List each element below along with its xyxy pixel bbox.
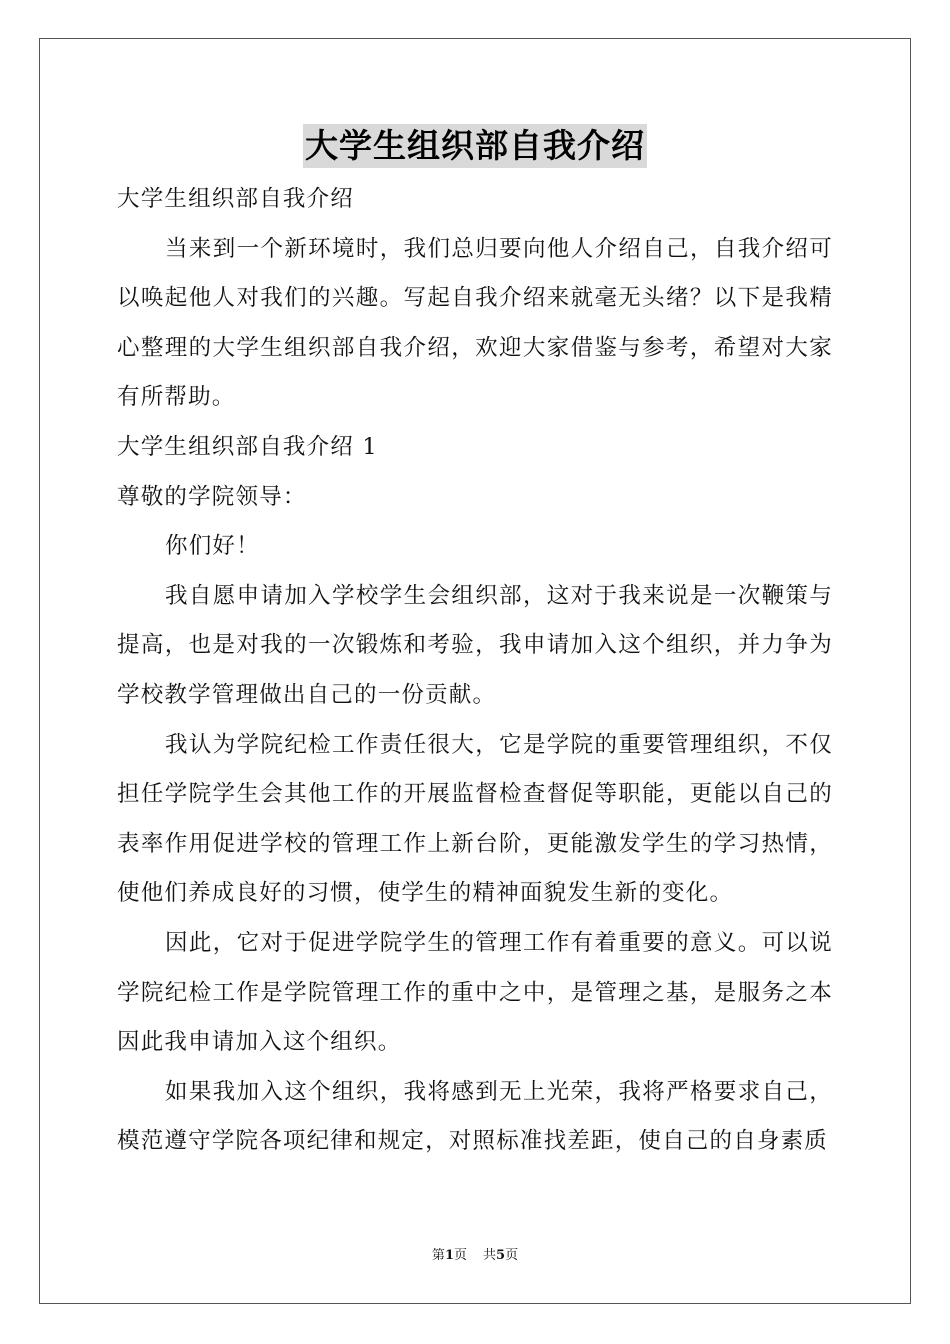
paragraph: 如果我加入这个组织，我将感到无上光荣，我将严格要求自己，模范遵守学院各项纪律和规定，对照标准找差距，使自己的自身素质 (117, 1078, 833, 1155)
paragraph: 我自愿申请加入学校学生会组织部，这对于我来说是一次鞭策与提高，也是对我的一次锻炼和考验，我申请加入这个组织，并力争为学校教学管理做出自己的一份贡献。 (117, 582, 833, 708)
paragraph: 当来到一个新环境时，我们总归要向他人介绍自己，自我介绍可以唤起他人对我们的兴趣。写起自我介绍来就毫无头绪？以下是我精心整理的大学生组织部自我介绍，欢迎大家借鉴与参考，希望对大家有所帮助。 (117, 235, 833, 411)
document-body (117, 175, 833, 1167)
page-footer (0, 1247, 950, 1265)
title-container (0, 124, 950, 168)
total-label-suffix: 页 (505, 1248, 519, 1263)
paragraph: 我认为学院纪检工作责任很大，它是学院的重要管理组织，不仅担任学院学生会其他工作的开展监督检查督促等职能，更能以自己的表率作用促进学校的管理工作上新台阶，更能激发学生的学习热情，使他们养成良好的习惯，使学生的精神面貌发生新的变化。 (117, 731, 833, 907)
current-page-number: 1 (444, 1248, 454, 1263)
page-label-prefix: 第 (431, 1248, 445, 1263)
total-label-prefix: 共 (483, 1248, 497, 1263)
total-page-number: 5 (496, 1248, 506, 1263)
page-label-suffix: 页 (453, 1248, 467, 1263)
paragraph: 你们好！ (165, 533, 260, 560)
paragraph: 尊敬的学院领导： (117, 483, 307, 510)
paragraph: 大学生组织部自我介绍 (117, 186, 355, 212)
paragraph: 大学生组织部自我介绍 1 (117, 433, 378, 460)
paragraph: 因此，它对于促进学院学生的管理工作有着重要的意义。可以说学院纪检工作是学院管理工作的重中之中，是管理之基，是服务之本因此我申请加入这个组织。 (117, 929, 833, 1056)
document-title: 大学生组织部自我介绍 (303, 124, 647, 168)
